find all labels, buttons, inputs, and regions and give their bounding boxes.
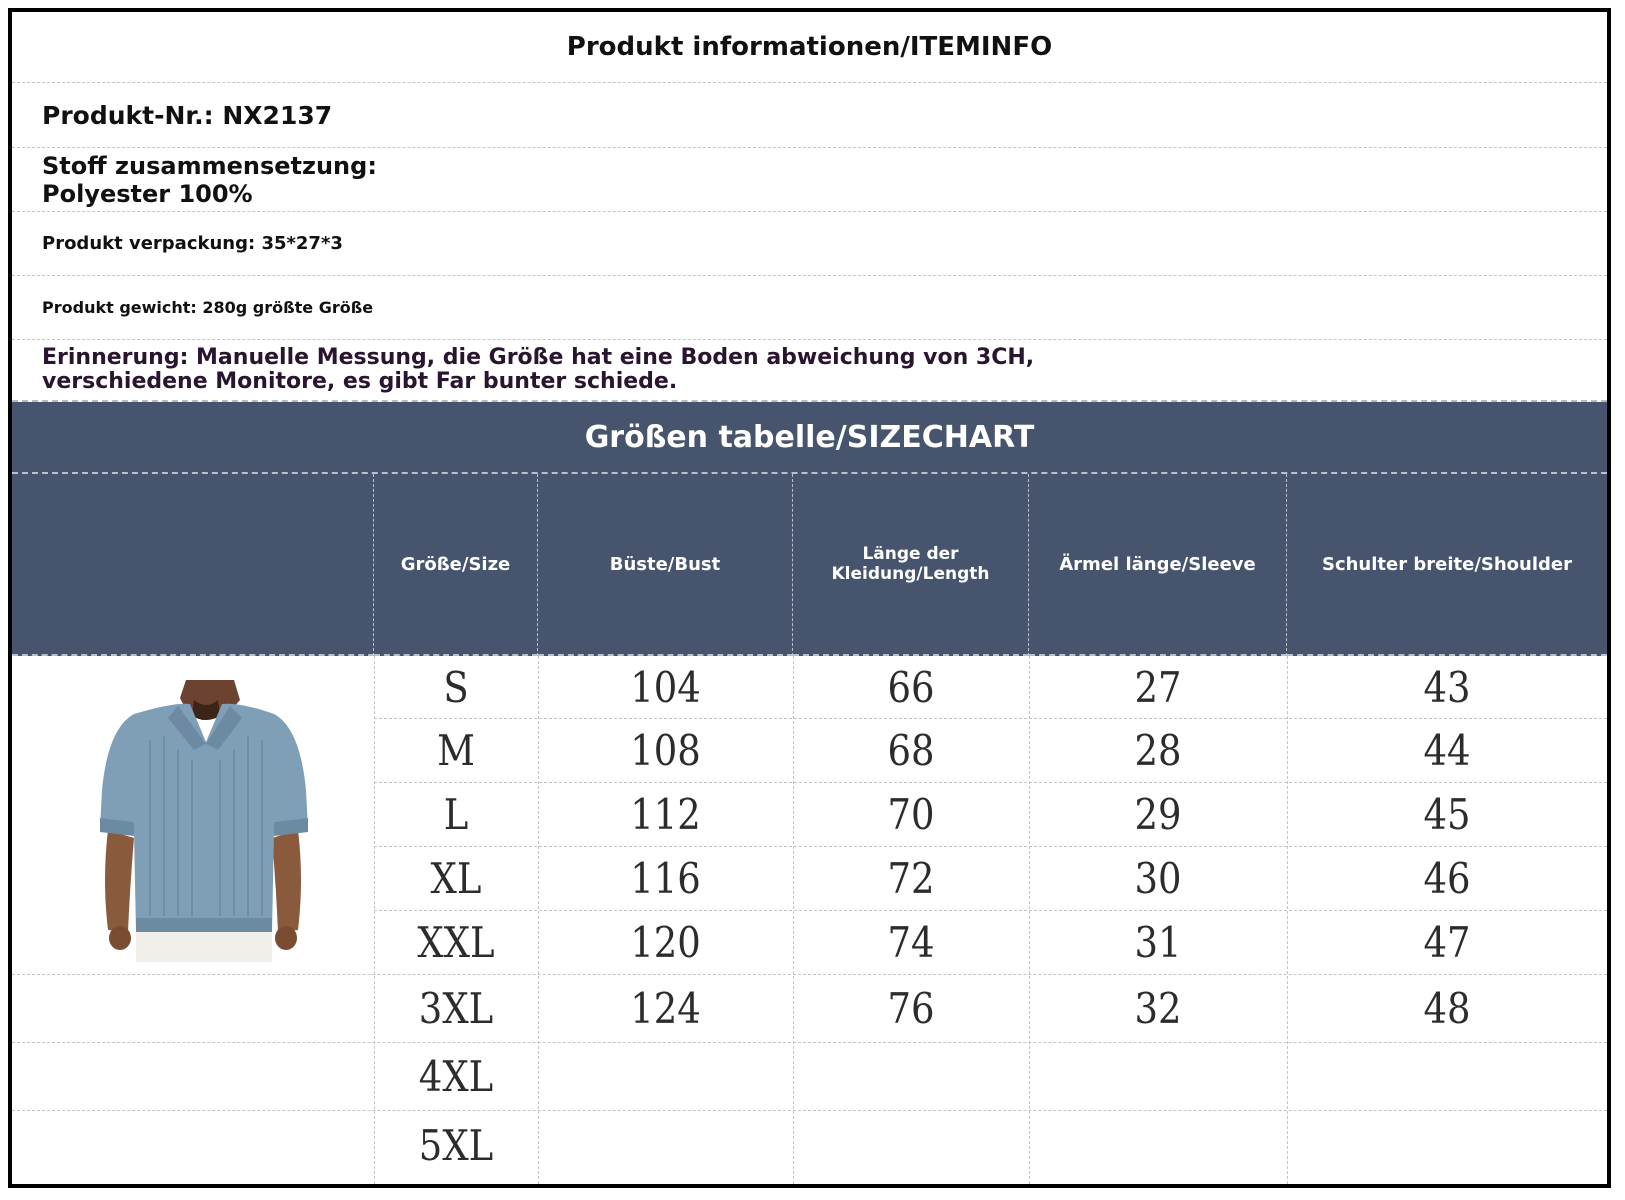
size-cell: 3XL bbox=[418, 983, 494, 1033]
column-divider bbox=[793, 656, 794, 1184]
packaging-text: Produkt verpackung: 35*27*3 bbox=[42, 233, 343, 254]
length-cell: 68 bbox=[887, 725, 935, 775]
sleeve-cell: 27 bbox=[1134, 662, 1182, 712]
header-shoulder: Schulter breite/Shoulder bbox=[1287, 474, 1607, 656]
bust-cell: 124 bbox=[630, 983, 701, 1033]
fabric-label: Stoff zusammensetzung: bbox=[42, 151, 377, 180]
product-info-sheet bbox=[8, 8, 1611, 1188]
shoulder-cell: 48 bbox=[1423, 983, 1471, 1033]
column-divider bbox=[1287, 656, 1288, 1184]
size-cell: S bbox=[443, 662, 469, 712]
reminder-line-1: Erinnerung: Manuelle Messung, die Größe hat eine Boden abweichung von 3CH, bbox=[42, 345, 1035, 370]
product-number: Produkt-Nr.: NX2137 bbox=[42, 100, 333, 130]
row-divider bbox=[12, 1110, 1607, 1111]
size-cell: M bbox=[437, 725, 475, 775]
size-cell: XL bbox=[430, 853, 482, 903]
bust-cell: 104 bbox=[630, 662, 701, 712]
size-cell: XXL bbox=[417, 917, 495, 967]
header-size: Größe/Size bbox=[374, 474, 538, 656]
header-sleeve: Ärmel länge/Sleeve bbox=[1029, 474, 1287, 656]
column-divider bbox=[538, 656, 539, 1184]
size-cell: 5XL bbox=[418, 1120, 494, 1170]
packaging-row bbox=[12, 212, 1607, 276]
shoulder-cell: 44 bbox=[1423, 725, 1471, 775]
sleeve-cell: 29 bbox=[1134, 789, 1182, 839]
reminder-line-2: verschiedene Monitore, es gibt Far bunter schiede. bbox=[42, 369, 678, 394]
size-cell: 4XL bbox=[418, 1051, 494, 1101]
length-cell: 70 bbox=[887, 789, 935, 839]
reminder-note-row bbox=[12, 340, 1607, 402]
row-divider bbox=[12, 1042, 1607, 1043]
length-cell: 74 bbox=[887, 917, 935, 967]
fabric-value: Polyester 100% bbox=[42, 179, 253, 208]
product-number-row bbox=[12, 83, 1607, 148]
item-info-title: Produkt informationen/ITEMINFO bbox=[12, 12, 1607, 83]
sleeve-cell: 30 bbox=[1134, 853, 1182, 903]
shoulder-cell: 46 bbox=[1423, 853, 1471, 903]
bust-cell: 112 bbox=[630, 789, 701, 839]
header-bust: Büste/Bust bbox=[538, 474, 793, 656]
weight-text: Produkt gewicht: 280g größte Größe bbox=[42, 298, 374, 317]
size-chart-title: Größen tabelle/SIZECHART bbox=[12, 402, 1607, 474]
sleeve-cell: 28 bbox=[1134, 725, 1182, 775]
column-divider bbox=[374, 656, 375, 1184]
length-cell: 76 bbox=[887, 983, 935, 1033]
header-image-column bbox=[12, 474, 374, 656]
fabric-composition-row bbox=[12, 148, 1607, 212]
sleeve-cell: 31 bbox=[1134, 917, 1182, 967]
size-cell: L bbox=[443, 789, 469, 839]
header-length: Länge der Kleidung/Length bbox=[793, 474, 1029, 656]
shoulder-cell: 47 bbox=[1423, 917, 1471, 967]
sleeve-cell: 32 bbox=[1134, 983, 1182, 1033]
shoulder-cell: 45 bbox=[1423, 789, 1471, 839]
bust-cell: 116 bbox=[630, 853, 701, 903]
bust-cell: 108 bbox=[630, 725, 701, 775]
shoulder-cell: 43 bbox=[1423, 662, 1471, 712]
column-divider bbox=[1029, 656, 1030, 1184]
length-cell: 66 bbox=[887, 662, 935, 712]
polo-shirt-model-image bbox=[94, 680, 312, 962]
weight-row bbox=[12, 276, 1607, 340]
length-cell: 72 bbox=[887, 853, 935, 903]
bust-cell: 120 bbox=[630, 917, 701, 967]
